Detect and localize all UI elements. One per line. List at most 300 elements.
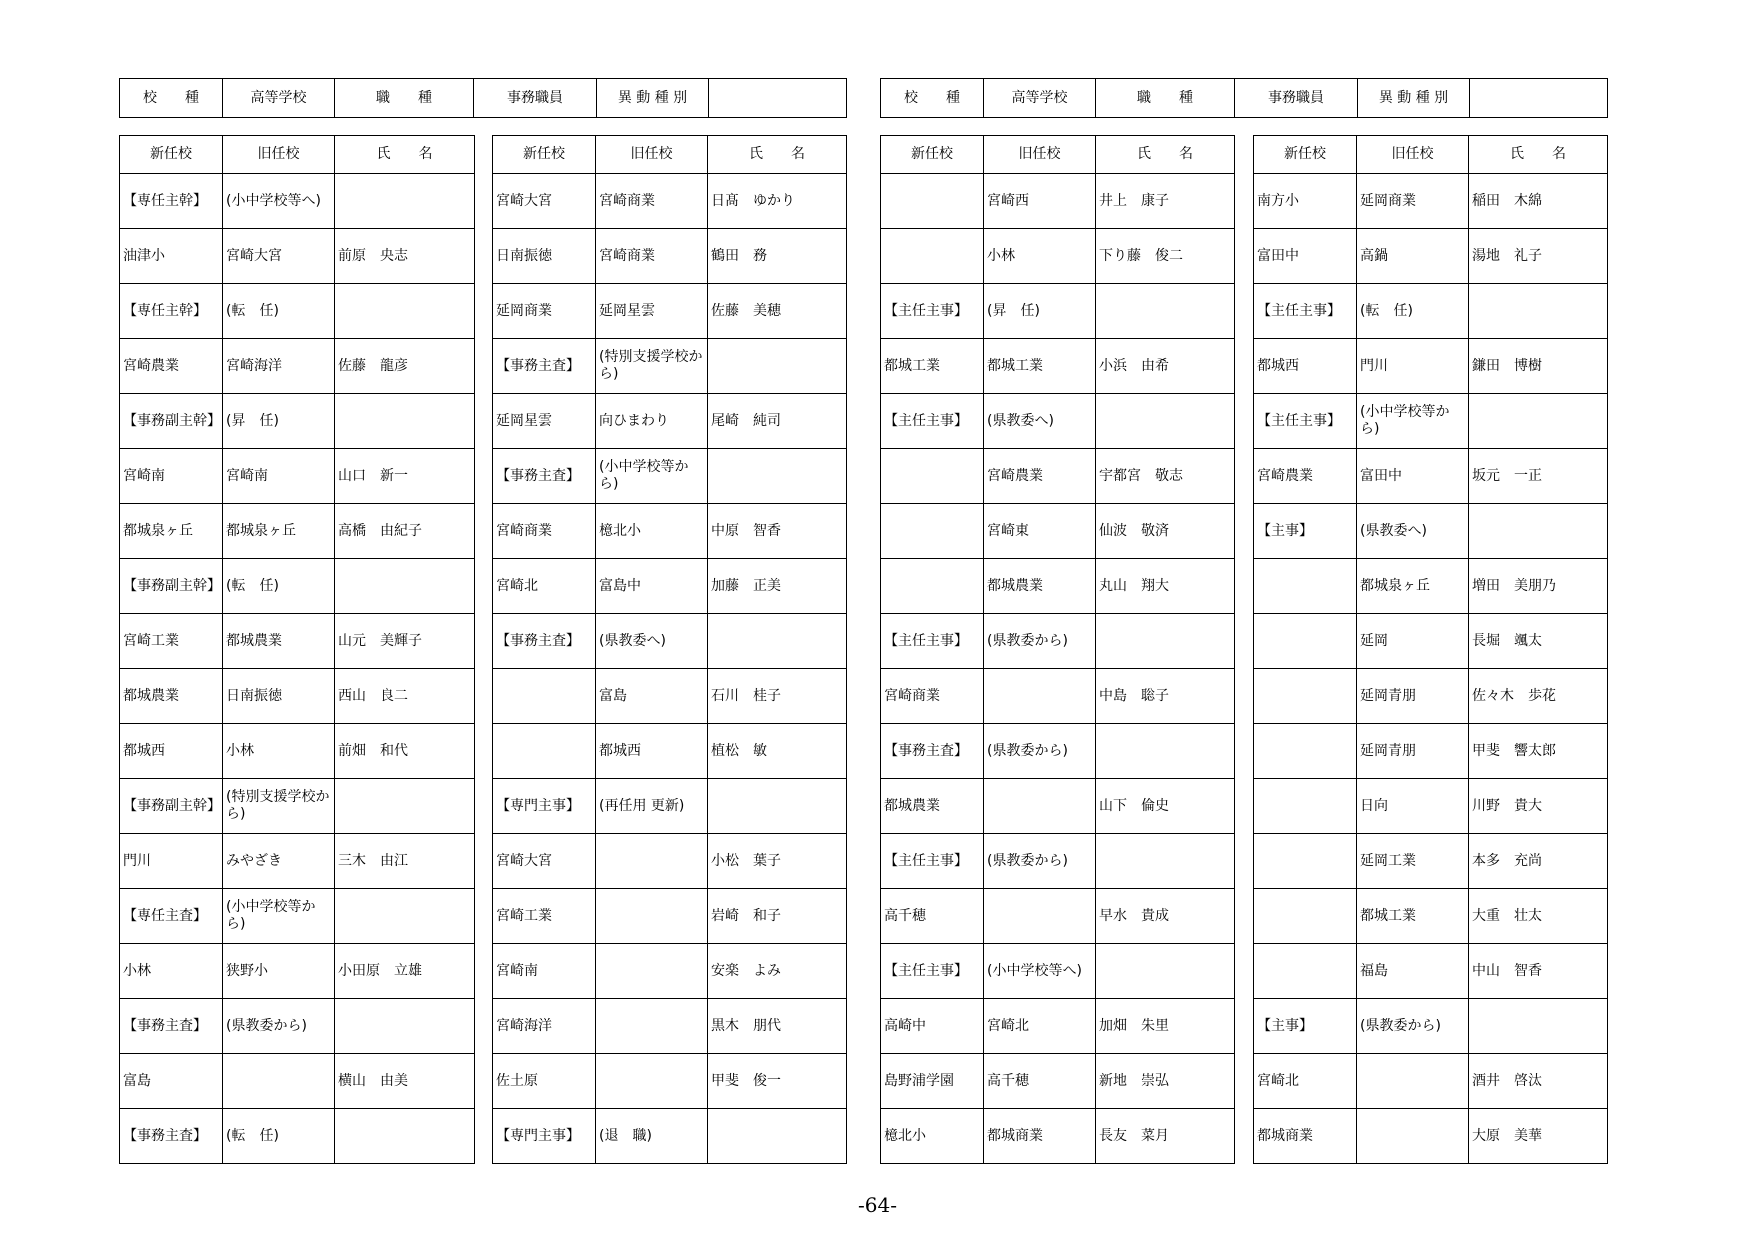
name-cell: 横山 由美 bbox=[335, 1054, 475, 1109]
name-cell: 黒木 朋代 bbox=[708, 999, 847, 1054]
table-row bbox=[1254, 339, 1608, 394]
new-school-cell: 【専門主事】 bbox=[493, 779, 596, 834]
new-school-cell: 【事務主査】 bbox=[120, 999, 223, 1054]
old-school-cell bbox=[596, 1054, 708, 1109]
table-row bbox=[120, 834, 475, 889]
name-cell: 長友 菜月 bbox=[1096, 1109, 1235, 1164]
old-school-cell bbox=[596, 889, 708, 944]
name-cell: 中原 智香 bbox=[708, 504, 847, 559]
old-school-cell: 日南振徳 bbox=[223, 669, 335, 724]
new-school-cell: 【主任主事】 bbox=[1254, 394, 1357, 449]
new-school-cell: 【事務主査】 bbox=[493, 339, 596, 394]
name-cell bbox=[1469, 284, 1608, 339]
new-school-cell: 【専門主事】 bbox=[493, 1109, 596, 1164]
table-row bbox=[120, 724, 475, 779]
old-school-cell: 小林 bbox=[984, 229, 1096, 284]
new-school-cell: 宮崎商業 bbox=[493, 504, 596, 559]
new-school-cell: 宮崎工業 bbox=[493, 889, 596, 944]
table-row bbox=[1254, 504, 1608, 559]
table-row bbox=[493, 229, 847, 284]
name-cell bbox=[708, 779, 847, 834]
old-school-cell: (県教委へ) bbox=[1357, 504, 1469, 559]
name-cell: 佐藤 美穂 bbox=[708, 284, 847, 339]
old-school-header: 旧任校 bbox=[596, 136, 708, 174]
table-row bbox=[120, 229, 475, 284]
table-row bbox=[120, 559, 475, 614]
old-school-cell: 宮崎農業 bbox=[984, 449, 1096, 504]
new-school-cell bbox=[1254, 724, 1357, 779]
old-school-cell: 都城西 bbox=[596, 724, 708, 779]
old-school-header: 旧任校 bbox=[984, 136, 1096, 174]
new-school-cell bbox=[1254, 669, 1357, 724]
new-school-cell: 【事務副主幹】 bbox=[120, 559, 223, 614]
roster-table-4 bbox=[1253, 135, 1608, 1164]
new-school-cell bbox=[881, 504, 984, 559]
table-row bbox=[120, 614, 475, 669]
old-school-cell bbox=[596, 944, 708, 999]
name-cell bbox=[335, 999, 475, 1054]
name-cell bbox=[1096, 834, 1235, 889]
new-school-cell bbox=[493, 669, 596, 724]
old-school-cell: (転 任) bbox=[223, 284, 335, 339]
new-school-cell: 宮崎農業 bbox=[120, 339, 223, 394]
table-row bbox=[1254, 614, 1608, 669]
old-school-cell: (特別支援学校から) bbox=[223, 779, 335, 834]
new-school-cell: 島野浦学園 bbox=[881, 1054, 984, 1109]
old-school-cell: 宮崎東 bbox=[984, 504, 1096, 559]
name-cell: 加畑 朱里 bbox=[1096, 999, 1235, 1054]
new-school-cell: 【主任主事】 bbox=[881, 394, 984, 449]
old-school-cell: 延岡星雲 bbox=[596, 284, 708, 339]
table-row bbox=[120, 339, 475, 394]
new-school-cell: 【事務主査】 bbox=[493, 449, 596, 504]
name-cell: 大原 美華 bbox=[1469, 1109, 1608, 1164]
name-cell: 加藤 正美 bbox=[708, 559, 847, 614]
new-school-cell: 宮崎商業 bbox=[881, 669, 984, 724]
new-school-header: 新任校 bbox=[1254, 136, 1357, 174]
name-cell: 岩崎 和子 bbox=[708, 889, 847, 944]
name-cell: 中山 智香 bbox=[1469, 944, 1608, 999]
old-school-cell: 宮崎西 bbox=[984, 174, 1096, 229]
name-cell: 安楽 よみ bbox=[708, 944, 847, 999]
table-row bbox=[120, 449, 475, 504]
column-header-row bbox=[881, 136, 1235, 174]
old-school-cell bbox=[1357, 1054, 1469, 1109]
table-row bbox=[881, 394, 1235, 449]
table-row bbox=[1254, 944, 1608, 999]
new-school-cell: 【主任主事】 bbox=[881, 284, 984, 339]
old-school-header: 旧任校 bbox=[1357, 136, 1469, 174]
old-school-cell: (県教委から) bbox=[984, 834, 1096, 889]
new-school-cell: 宮崎海洋 bbox=[493, 999, 596, 1054]
new-school-cell bbox=[881, 174, 984, 229]
old-school-cell: (小中学校等から) bbox=[1357, 394, 1469, 449]
old-school-cell: 都城泉ヶ丘 bbox=[1357, 559, 1469, 614]
name-cell: 酒井 啓汰 bbox=[1469, 1054, 1608, 1109]
new-school-cell: 【専任主幹】 bbox=[120, 174, 223, 229]
old-school-cell: 延岡工業 bbox=[1357, 834, 1469, 889]
table-row bbox=[493, 559, 847, 614]
table-row bbox=[120, 999, 475, 1054]
name-cell: 日髙 ゆかり bbox=[708, 174, 847, 229]
new-school-cell bbox=[1254, 944, 1357, 999]
name-cell: 甲斐 俊一 bbox=[708, 1054, 847, 1109]
old-school-cell: (小中学校等から) bbox=[596, 449, 708, 504]
new-school-cell bbox=[881, 449, 984, 504]
old-school-cell: (特別支援学校から) bbox=[596, 339, 708, 394]
old-school-cell: 都城泉ヶ丘 bbox=[223, 504, 335, 559]
name-cell: 仙波 敬済 bbox=[1096, 504, 1235, 559]
school-type-value: 高等学校 bbox=[223, 79, 335, 118]
old-school-cell bbox=[223, 1054, 335, 1109]
old-school-cell: 狭野小 bbox=[223, 944, 335, 999]
table-row bbox=[881, 449, 1235, 504]
old-school-cell: 都城商業 bbox=[984, 1109, 1096, 1164]
name-cell: 石川 桂子 bbox=[708, 669, 847, 724]
new-school-cell bbox=[493, 724, 596, 779]
transfer-type-label: 異 動 種 別 bbox=[597, 79, 709, 118]
name-cell bbox=[1096, 394, 1235, 449]
table-row bbox=[120, 504, 475, 559]
table-row bbox=[493, 504, 847, 559]
old-school-cell: 富田中 bbox=[1357, 449, 1469, 504]
new-school-cell: 宮崎大宮 bbox=[493, 834, 596, 889]
new-school-cell: 宮崎農業 bbox=[1254, 449, 1357, 504]
new-school-cell bbox=[1254, 834, 1357, 889]
name-cell: 小田原 立雄 bbox=[335, 944, 475, 999]
table-row bbox=[881, 944, 1235, 999]
old-school-cell bbox=[984, 779, 1096, 834]
new-school-cell bbox=[881, 559, 984, 614]
old-school-cell: 都城工業 bbox=[1357, 889, 1469, 944]
name-cell: 下り藤 俊二 bbox=[1096, 229, 1235, 284]
name-cell: 山下 倫史 bbox=[1096, 779, 1235, 834]
table-row bbox=[881, 339, 1235, 394]
table-row bbox=[881, 779, 1235, 834]
header-table-right bbox=[880, 78, 1608, 118]
table-row bbox=[1254, 174, 1608, 229]
name-cell bbox=[708, 614, 847, 669]
new-school-cell: 【主任主事】 bbox=[881, 834, 984, 889]
new-school-cell: 延岡商業 bbox=[493, 284, 596, 339]
new-school-cell: 延岡星雲 bbox=[493, 394, 596, 449]
new-school-cell: 油津小 bbox=[120, 229, 223, 284]
table-row bbox=[881, 999, 1235, 1054]
table-row bbox=[120, 779, 475, 834]
new-school-cell: 小林 bbox=[120, 944, 223, 999]
name-cell: 三木 由江 bbox=[335, 834, 475, 889]
name-cell: 植松 敏 bbox=[708, 724, 847, 779]
name-cell bbox=[335, 1109, 475, 1164]
table-row bbox=[881, 1054, 1235, 1109]
name-cell bbox=[335, 284, 475, 339]
new-school-cell: 宮崎北 bbox=[493, 559, 596, 614]
name-cell: 増田 美朋乃 bbox=[1469, 559, 1608, 614]
school-type-label: 校 種 bbox=[881, 79, 984, 118]
transfer-type-label: 異 動 種 別 bbox=[1358, 79, 1470, 118]
school-type-label: 校 種 bbox=[120, 79, 223, 118]
table-row bbox=[120, 284, 475, 339]
name-cell bbox=[1096, 284, 1235, 339]
old-school-cell: 延岡 bbox=[1357, 614, 1469, 669]
table-row bbox=[493, 1109, 847, 1164]
new-school-header: 新任校 bbox=[881, 136, 984, 174]
table-row bbox=[493, 174, 847, 229]
table-row bbox=[881, 724, 1235, 779]
new-school-cell: 南方小 bbox=[1254, 174, 1357, 229]
roster-table-2 bbox=[492, 135, 847, 1164]
name-header: 氏 名 bbox=[708, 136, 847, 174]
old-school-cell: 都城工業 bbox=[984, 339, 1096, 394]
name-cell: 早水 貴成 bbox=[1096, 889, 1235, 944]
name-cell: 尾崎 純司 bbox=[708, 394, 847, 449]
table-row bbox=[120, 394, 475, 449]
name-cell: 井上 康子 bbox=[1096, 174, 1235, 229]
table-row bbox=[881, 174, 1235, 229]
table-row bbox=[881, 504, 1235, 559]
table-row bbox=[493, 614, 847, 669]
new-school-cell: 都城西 bbox=[1254, 339, 1357, 394]
new-school-cell: 【主任主事】 bbox=[881, 944, 984, 999]
old-school-cell: 宮崎商業 bbox=[596, 229, 708, 284]
name-cell: 西山 良二 bbox=[335, 669, 475, 724]
new-school-cell bbox=[1254, 779, 1357, 834]
new-school-cell: 宮崎大宮 bbox=[493, 174, 596, 229]
table-row bbox=[1254, 834, 1608, 889]
name-cell: 高橋 由紀子 bbox=[335, 504, 475, 559]
old-school-cell: 都城農業 bbox=[984, 559, 1096, 614]
new-school-header: 新任校 bbox=[493, 136, 596, 174]
name-cell: 湯地 礼子 bbox=[1469, 229, 1608, 284]
job-type-label: 職 種 bbox=[1096, 79, 1235, 118]
new-school-cell: 都城泉ヶ丘 bbox=[120, 504, 223, 559]
old-school-cell: 福島 bbox=[1357, 944, 1469, 999]
old-school-cell: (退 職) bbox=[596, 1109, 708, 1164]
name-cell: 稲田 木綿 bbox=[1469, 174, 1608, 229]
old-school-cell: (転 任) bbox=[223, 1109, 335, 1164]
table-row bbox=[493, 834, 847, 889]
new-school-cell: 都城農業 bbox=[881, 779, 984, 834]
table-row bbox=[493, 944, 847, 999]
name-cell bbox=[335, 174, 475, 229]
name-header: 氏 名 bbox=[335, 136, 475, 174]
new-school-cell: 宮崎北 bbox=[1254, 1054, 1357, 1109]
new-school-cell bbox=[881, 229, 984, 284]
old-school-cell: (県教委から) bbox=[1357, 999, 1469, 1054]
new-school-cell: 富田中 bbox=[1254, 229, 1357, 284]
table-row bbox=[120, 174, 475, 229]
table-row bbox=[493, 779, 847, 834]
name-cell bbox=[1469, 999, 1608, 1054]
new-school-cell: 【事務副主幹】 bbox=[120, 394, 223, 449]
old-school-header: 旧任校 bbox=[223, 136, 335, 174]
name-cell: 鎌田 博樹 bbox=[1469, 339, 1608, 394]
table-row bbox=[1254, 889, 1608, 944]
old-school-cell: (小中学校等へ) bbox=[984, 944, 1096, 999]
new-school-cell: 都城西 bbox=[120, 724, 223, 779]
old-school-cell: 日向 bbox=[1357, 779, 1469, 834]
table-row bbox=[881, 834, 1235, 889]
new-school-cell: 高崎中 bbox=[881, 999, 984, 1054]
table-row bbox=[120, 889, 475, 944]
name-cell: 鶴田 務 bbox=[708, 229, 847, 284]
column-header-row bbox=[1254, 136, 1608, 174]
name-cell: 坂元 一正 bbox=[1469, 449, 1608, 504]
table-row bbox=[1254, 449, 1608, 504]
old-school-cell: (転 任) bbox=[1357, 284, 1469, 339]
old-school-cell bbox=[984, 889, 1096, 944]
name-cell bbox=[335, 394, 475, 449]
old-school-cell: (県教委へ) bbox=[984, 394, 1096, 449]
old-school-cell: (県教委へ) bbox=[596, 614, 708, 669]
old-school-cell: (県教委から) bbox=[984, 614, 1096, 669]
old-school-cell bbox=[596, 999, 708, 1054]
column-header-row bbox=[493, 136, 847, 174]
new-school-cell: 【事務主査】 bbox=[120, 1109, 223, 1164]
new-school-cell: 都城商業 bbox=[1254, 1109, 1357, 1164]
job-type-value: 事務職員 bbox=[1235, 79, 1358, 118]
old-school-cell: 高千穂 bbox=[984, 1054, 1096, 1109]
name-cell bbox=[708, 1109, 847, 1164]
table-row bbox=[1254, 779, 1608, 834]
old-school-cell: (県教委から) bbox=[223, 999, 335, 1054]
new-school-cell: 宮崎南 bbox=[493, 944, 596, 999]
name-header: 氏 名 bbox=[1469, 136, 1608, 174]
new-school-cell: 宮崎南 bbox=[120, 449, 223, 504]
table-row bbox=[493, 724, 847, 779]
new-school-cell: 【専任主査】 bbox=[120, 889, 223, 944]
name-cell: 大重 壮太 bbox=[1469, 889, 1608, 944]
name-cell bbox=[1469, 394, 1608, 449]
page-number: -64- bbox=[858, 1193, 897, 1217]
roster-table-3 bbox=[880, 135, 1235, 1164]
new-school-cell: 【事務主査】 bbox=[881, 724, 984, 779]
old-school-cell: (昇 任) bbox=[223, 394, 335, 449]
name-cell: 宇都宮 敬志 bbox=[1096, 449, 1235, 504]
table-row bbox=[120, 669, 475, 724]
name-cell: 前畑 和代 bbox=[335, 724, 475, 779]
table-row bbox=[493, 669, 847, 724]
table-row bbox=[1254, 1109, 1608, 1164]
table-row bbox=[493, 394, 847, 449]
job-type-value: 事務職員 bbox=[474, 79, 597, 118]
name-cell: 佐藤 龍彦 bbox=[335, 339, 475, 394]
new-school-cell: 【事務副主幹】 bbox=[120, 779, 223, 834]
table-row bbox=[1254, 1054, 1608, 1109]
new-school-cell bbox=[1254, 559, 1357, 614]
name-cell: 丸山 翔大 bbox=[1096, 559, 1235, 614]
new-school-cell bbox=[1254, 614, 1357, 669]
new-school-cell: 佐土原 bbox=[493, 1054, 596, 1109]
name-cell bbox=[1469, 504, 1608, 559]
table-row bbox=[1254, 284, 1608, 339]
old-school-cell: 小林 bbox=[223, 724, 335, 779]
name-cell: 佐々木 歩花 bbox=[1469, 669, 1608, 724]
new-school-cell: 富島 bbox=[120, 1054, 223, 1109]
table-row bbox=[493, 999, 847, 1054]
old-school-cell: 宮崎南 bbox=[223, 449, 335, 504]
old-school-cell: (小中学校等へ) bbox=[223, 174, 335, 229]
table-row bbox=[493, 889, 847, 944]
table-row bbox=[881, 669, 1235, 724]
name-header: 氏 名 bbox=[1096, 136, 1235, 174]
new-school-cell: 都城工業 bbox=[881, 339, 984, 394]
table-row bbox=[881, 284, 1235, 339]
table-row bbox=[493, 284, 847, 339]
table-row bbox=[120, 1054, 475, 1109]
new-school-cell: 都城農業 bbox=[120, 669, 223, 724]
name-cell: 川野 貴大 bbox=[1469, 779, 1608, 834]
new-school-cell: 【主事】 bbox=[1254, 504, 1357, 559]
old-school-cell: 宮崎商業 bbox=[596, 174, 708, 229]
new-school-cell: 宮崎工業 bbox=[120, 614, 223, 669]
table-row bbox=[120, 1109, 475, 1164]
table-row bbox=[1254, 229, 1608, 284]
name-cell: 中島 聡子 bbox=[1096, 669, 1235, 724]
table-row bbox=[1254, 669, 1608, 724]
table-row bbox=[1254, 999, 1608, 1054]
table-row bbox=[493, 449, 847, 504]
name-cell: 新地 崇弘 bbox=[1096, 1054, 1235, 1109]
table-row bbox=[1254, 559, 1608, 614]
name-cell: 小松 葉子 bbox=[708, 834, 847, 889]
old-school-cell: みやざき bbox=[223, 834, 335, 889]
name-cell: 山元 美輝子 bbox=[335, 614, 475, 669]
name-cell bbox=[1096, 614, 1235, 669]
new-school-cell: 日南振徳 bbox=[493, 229, 596, 284]
new-school-header: 新任校 bbox=[120, 136, 223, 174]
table-row bbox=[120, 944, 475, 999]
name-cell: 甲斐 響太郎 bbox=[1469, 724, 1608, 779]
table-row bbox=[1254, 394, 1608, 449]
table-row bbox=[881, 614, 1235, 669]
table-row bbox=[881, 229, 1235, 284]
table-row bbox=[493, 339, 847, 394]
old-school-cell: (県教委から) bbox=[984, 724, 1096, 779]
old-school-cell: 宮崎北 bbox=[984, 999, 1096, 1054]
old-school-cell: 都城農業 bbox=[223, 614, 335, 669]
table-row bbox=[881, 889, 1235, 944]
roster-table-1 bbox=[119, 135, 475, 1164]
new-school-cell bbox=[1254, 889, 1357, 944]
old-school-cell bbox=[596, 834, 708, 889]
old-school-cell: (昇 任) bbox=[984, 284, 1096, 339]
name-cell bbox=[335, 559, 475, 614]
old-school-cell: 富島中 bbox=[596, 559, 708, 614]
old-school-cell: 延岡青朋 bbox=[1357, 669, 1469, 724]
old-school-cell: 門川 bbox=[1357, 339, 1469, 394]
new-school-cell: 門川 bbox=[120, 834, 223, 889]
name-cell: 本多 充尚 bbox=[1469, 834, 1608, 889]
name-cell: 前原 央志 bbox=[335, 229, 475, 284]
old-school-cell: 宮崎大宮 bbox=[223, 229, 335, 284]
new-school-cell: 檍北小 bbox=[881, 1109, 984, 1164]
old-school-cell: 延岡青朋 bbox=[1357, 724, 1469, 779]
name-cell bbox=[708, 449, 847, 504]
new-school-cell: 【専任主幹】 bbox=[120, 284, 223, 339]
table-row bbox=[881, 1109, 1235, 1164]
school-type-value: 高等学校 bbox=[984, 79, 1096, 118]
old-school-cell: 宮崎海洋 bbox=[223, 339, 335, 394]
table-row bbox=[881, 559, 1235, 614]
name-cell: 山口 新一 bbox=[335, 449, 475, 504]
name-cell bbox=[1096, 724, 1235, 779]
table-row bbox=[493, 1054, 847, 1109]
job-type-label: 職 種 bbox=[335, 79, 474, 118]
table-row bbox=[1254, 724, 1608, 779]
new-school-cell: 【主任主事】 bbox=[1254, 284, 1357, 339]
header-table-left bbox=[119, 78, 847, 118]
